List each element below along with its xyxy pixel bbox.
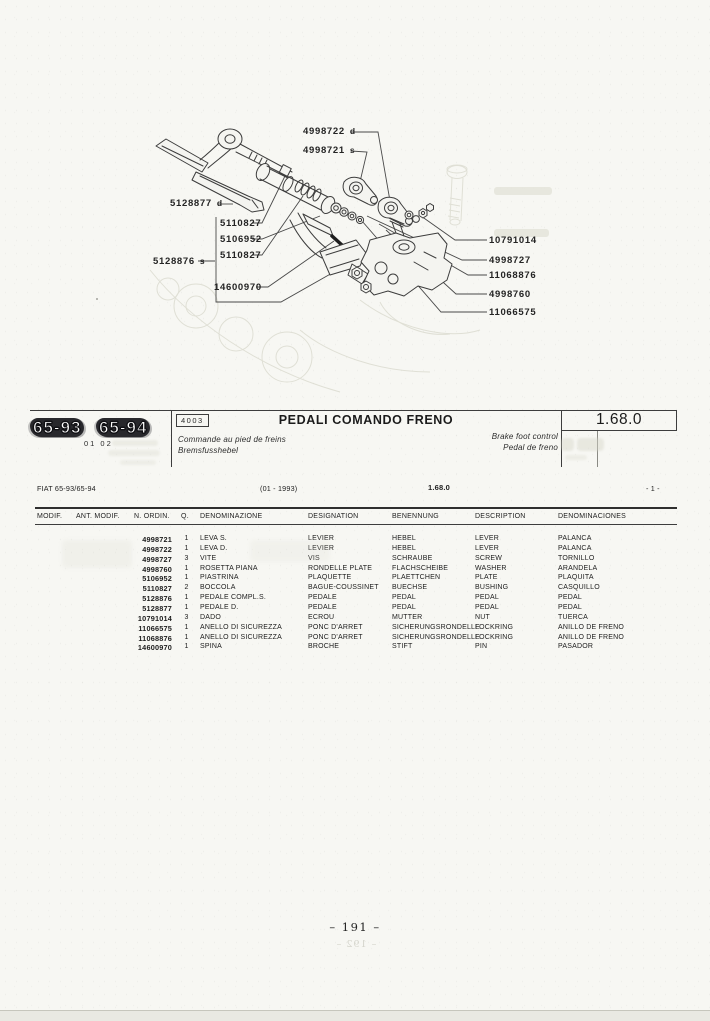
table-row xyxy=(0,614,710,624)
col-header-benennung: BENENNUNG xyxy=(392,513,439,520)
callout-label: 5128877 d xyxy=(170,198,223,209)
cell-en: WASHER xyxy=(475,564,507,572)
cell-qty: 1 xyxy=(184,544,189,552)
callout-label: 4998727 xyxy=(489,255,531,266)
callout-label: 10791014 xyxy=(489,235,537,246)
cell-part: 11066575 xyxy=(138,623,172,633)
cell-en: LEVER xyxy=(475,535,499,542)
cell-fr: PLAQUETTE xyxy=(308,574,352,582)
cell-qty: 2 xyxy=(184,584,189,592)
cell-fr: PONC D'ARRET xyxy=(308,633,363,641)
bleed-smudge xyxy=(561,438,574,451)
cell-en: PLATE xyxy=(475,574,498,582)
cell-qty: 1 xyxy=(184,633,189,641)
cell-de: HEBEL xyxy=(392,535,416,542)
cell-it: SPINA xyxy=(200,643,223,651)
subtitle-de: Bremsfusshebel xyxy=(178,446,239,455)
cell-it: PIASTRINA xyxy=(200,574,239,582)
cell-fr: ECROU xyxy=(308,613,335,621)
section-number-underline xyxy=(561,430,677,431)
cell-it: ANELLO DI SICUREZZA xyxy=(200,633,282,641)
cell-fr: PEDALE xyxy=(308,603,337,611)
bleed-smudge xyxy=(120,460,156,465)
page-number: – 191 – xyxy=(329,920,381,934)
scan-bottom-edge xyxy=(0,1010,710,1021)
bleed-smudge xyxy=(112,440,158,446)
table-header-rule xyxy=(35,524,677,525)
cell-qty: 3 xyxy=(184,554,189,562)
cell-en: SCREW xyxy=(475,554,503,562)
cell-es: ANILLO DE FRENO xyxy=(558,623,625,631)
cell-it: ANELLO DI SICUREZZA xyxy=(200,623,282,631)
callout-label: 11068876 xyxy=(489,270,537,281)
cell-qty: 1 xyxy=(184,564,189,572)
cell-en: LOCKRING xyxy=(475,633,514,641)
cell-en: PEDAL xyxy=(475,594,499,602)
bleed-smudge xyxy=(108,450,160,456)
cell-en: LEVER xyxy=(475,544,499,552)
bleed-smudge xyxy=(62,540,132,568)
cell-part: 4998722 xyxy=(142,544,172,554)
subtitle-fr: Commande au pied de freins xyxy=(178,435,286,444)
cell-es: ANILLO DE FRENO xyxy=(558,633,625,641)
cell-fr: LEVIER xyxy=(308,535,335,542)
cell-it: DADO xyxy=(200,613,222,621)
cell-qty: 1 xyxy=(184,643,189,651)
cell-de: PEDAL xyxy=(392,594,416,602)
table-row xyxy=(0,594,710,604)
cell-part: 5128876 xyxy=(142,594,172,604)
table-row xyxy=(0,634,710,644)
sheet-number: - 1 - xyxy=(646,484,660,493)
cell-es: PEDAL xyxy=(558,594,582,602)
model-badge: 65-93 xyxy=(30,418,84,437)
cell-es: PEDAL xyxy=(558,603,582,611)
cell-qty: 3 xyxy=(184,613,189,621)
cell-part: 4998760 xyxy=(142,564,172,574)
cell-de: MUTTER xyxy=(392,613,423,621)
cell-de: PLAETTCHEN xyxy=(392,574,441,582)
col-header-denominazione: DENOMINAZIONE xyxy=(200,513,263,520)
cell-es: TORNILLO xyxy=(558,554,595,562)
cell-en: PEDAL xyxy=(475,603,499,611)
page-title: PEDALI COMANDO FRENO xyxy=(278,413,454,427)
cell-it: PEDALE D. xyxy=(200,603,239,611)
col-header-n-ordin: N. ORDIN. xyxy=(134,513,170,520)
cell-part: 4998721 xyxy=(142,535,172,544)
cell-de: SICHERUNGSRONDELLE xyxy=(392,623,481,631)
cell-it: LEVA D. xyxy=(200,544,228,552)
cell-de: STIFT xyxy=(392,643,413,651)
col-header-denominaciones: DENOMINACIONES xyxy=(558,513,627,520)
cell-it: PEDALE COMPL.S. xyxy=(200,594,267,602)
cell-es: PLAQUITA xyxy=(558,574,594,582)
subtitle-en: Brake foot control xyxy=(491,432,558,441)
cell-qty: 1 xyxy=(184,603,189,611)
cell-es: PALANCA xyxy=(558,535,592,542)
cell-en: NUT xyxy=(475,613,490,621)
cell-de: BUECHSE xyxy=(392,584,428,592)
cell-fr: BAGUE-COUSSINET xyxy=(308,584,379,592)
cell-part: 4998727 xyxy=(142,554,172,564)
table-top-rule xyxy=(35,507,677,509)
cell-qty: 1 xyxy=(184,535,189,542)
callout-label: 4998721 s xyxy=(303,145,356,156)
callout-label: 11066575 xyxy=(489,307,537,318)
cell-de: PEDAL xyxy=(392,603,416,611)
cell-es: ARANDELA xyxy=(558,564,598,572)
callout-label: 5106952 xyxy=(220,234,262,245)
cell-part: 5110827 xyxy=(142,584,172,594)
cell-de: SICHERUNGSRONDELLE xyxy=(392,633,481,641)
ghost-page-number: – 192 – xyxy=(335,939,377,950)
callout-label: 5128876 s xyxy=(153,256,206,267)
table-row xyxy=(0,584,710,594)
cell-es: PASADOR xyxy=(558,643,594,651)
exploded-view-diagram xyxy=(0,0,710,408)
cell-de: FLACHSCHEIBE xyxy=(392,564,449,572)
model-badges xyxy=(30,418,150,438)
bleed-smudge xyxy=(577,438,604,451)
cell-it: ROSETTA PIANA xyxy=(200,564,258,572)
callout-label: 5110827 xyxy=(220,218,262,229)
model-reference: FIAT 65-93/65-94 xyxy=(37,484,96,493)
table-row xyxy=(0,624,710,634)
section-number: 1.68.0 xyxy=(595,411,643,428)
col-header-designation: DESIGNATION xyxy=(308,513,359,520)
cell-qty: 1 xyxy=(184,594,189,602)
callout-label: 5110827 xyxy=(220,250,262,261)
cell-en: LOCKRING xyxy=(475,623,514,631)
bleed-smudge xyxy=(250,540,330,562)
brake-pedal-parts xyxy=(96,129,452,300)
cell-en: BUSHING xyxy=(475,584,509,592)
cell-qty: 1 xyxy=(184,623,189,631)
cell-part: 5128877 xyxy=(142,603,172,613)
table-row xyxy=(0,574,710,584)
col-header-modif: MODIF. xyxy=(37,513,63,520)
col-header-description: DESCRIPTION xyxy=(475,513,526,520)
cell-it: LEVA S. xyxy=(200,535,227,542)
cell-part: 14600970 xyxy=(137,643,172,653)
cell-it: VITE xyxy=(200,554,217,562)
cell-es: PALANCA xyxy=(558,544,592,552)
cell-de: SCHRAUBE xyxy=(392,554,433,562)
callout-label: 14600970 xyxy=(214,282,262,293)
callout-label: 4998760 xyxy=(489,289,531,300)
cell-fr: PEDALE xyxy=(308,594,337,602)
col-header-ant-modif: ANT. MODIF. xyxy=(76,513,120,520)
model-badge: 65-94 xyxy=(96,418,150,437)
badge-subcode: 01 02 xyxy=(84,439,113,448)
cell-en: PIN xyxy=(475,643,488,651)
cell-part: 11068876 xyxy=(138,633,172,643)
cell-fr: LEVIER xyxy=(308,544,335,552)
cell-fr: VIS xyxy=(308,554,320,562)
table-row xyxy=(0,643,710,653)
table-code-box: 4003 xyxy=(176,414,209,427)
date-range: (01 - 1993) xyxy=(260,484,298,493)
callout-label: 4998722 d xyxy=(303,126,356,137)
cell-de: HEBEL xyxy=(392,544,416,552)
bleed-smudge xyxy=(565,455,587,460)
cell-fr: PONC D'ARRET xyxy=(308,623,363,631)
cell-it: BOCCOLA xyxy=(200,584,236,592)
cell-part: 10791014 xyxy=(137,613,172,623)
subtitle-es: Pedal de freno xyxy=(503,443,558,452)
col-header-q: Q. xyxy=(181,513,189,520)
table-row xyxy=(0,604,710,614)
cell-qty: 1 xyxy=(184,574,189,582)
cell-es: TUERCA xyxy=(558,613,588,621)
cell-es: CASQUILLO xyxy=(558,584,600,592)
cell-part: 5106952 xyxy=(142,574,172,584)
cell-fr: BROCHE xyxy=(308,643,340,651)
cell-fr: RONDELLE PLATE xyxy=(308,564,373,572)
section-ref: 1.68.0 xyxy=(428,483,451,492)
